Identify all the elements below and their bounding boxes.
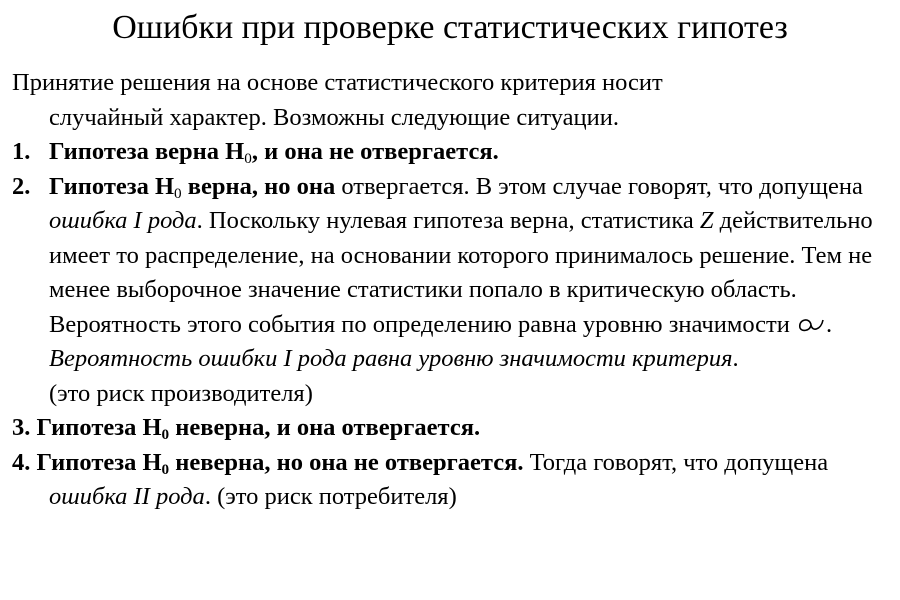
item-1-bold-a: Гипотеза верна Н	[49, 138, 245, 165]
item-2-bold-a: Гипотеза Н	[49, 172, 175, 200]
intro-line-2: случайный характер. Возможны следующие ситуации.	[49, 103, 620, 131]
item-2-statistic-z: Z	[699, 207, 714, 234]
item-3-number: 3.	[12, 414, 31, 441]
alpha-symbol-icon	[796, 314, 826, 334]
list-item-3	[12, 411, 892, 446]
list-item-1	[12, 135, 892, 170]
item-2-subscript: 0	[174, 184, 182, 202]
item-3-bold-a: Гипотеза Н	[30, 414, 162, 441]
item-4-subscript: 0	[161, 460, 170, 478]
item-2-type1-error: ошибка I рода	[49, 207, 197, 234]
item-4-text-a: Тогда говорят, что допущена	[523, 448, 829, 476]
intro-paragraph	[12, 66, 892, 135]
item-3-bold-b: неверна, и она отвергается.	[169, 414, 481, 441]
item-4-bold-b: неверна, но она не отвергается.	[169, 448, 524, 476]
item-1-subscript: 0	[244, 149, 252, 167]
item-1-bold-b: , и она не отвергается.	[251, 138, 499, 165]
list-item-2	[12, 170, 892, 412]
item-2-text-e: .	[732, 345, 739, 372]
item-2-bold-b: верна, но она	[181, 172, 336, 200]
item-2-number: 2.	[12, 172, 31, 200]
item-4-text-b: . (это риск потребителя)	[204, 483, 457, 510]
item-1-number: 1.	[12, 138, 31, 165]
intro-line-1: Принятие решения на основе статистического критерия носит	[12, 69, 663, 96]
item-4-type2-error: ошибка II рода	[49, 483, 205, 510]
item-4-number: 4.	[12, 448, 31, 476]
item-4-bold-a: Гипотеза Н	[30, 448, 162, 476]
item-2-text-d: .	[826, 310, 833, 338]
item-2-text-c: действительно имеет то распределение, на основании которого принималось решение. Тем не менее выборочное значение статистики попало в критическую область. Вероятность этого события по определению равна уровню значимости	[49, 207, 873, 338]
item-3-subscript: 0	[161, 425, 170, 443]
list-item-4	[12, 446, 892, 515]
item-2-italic-statement: Вероятность ошибки I рода равна уровню значимости критерия	[49, 345, 733, 372]
slide-title: Ошибки при проверке статистических гипотез	[112, 9, 788, 46]
slide-body	[12, 66, 892, 515]
item-2-text-a: отвергается. В этом случае говорят, что допущена	[335, 172, 863, 200]
item-2-text-b: . Поскольку нулевая гипотеза верна, статистика	[196, 207, 700, 234]
item-2-producer-risk: (это риск производителя)	[49, 379, 313, 407]
